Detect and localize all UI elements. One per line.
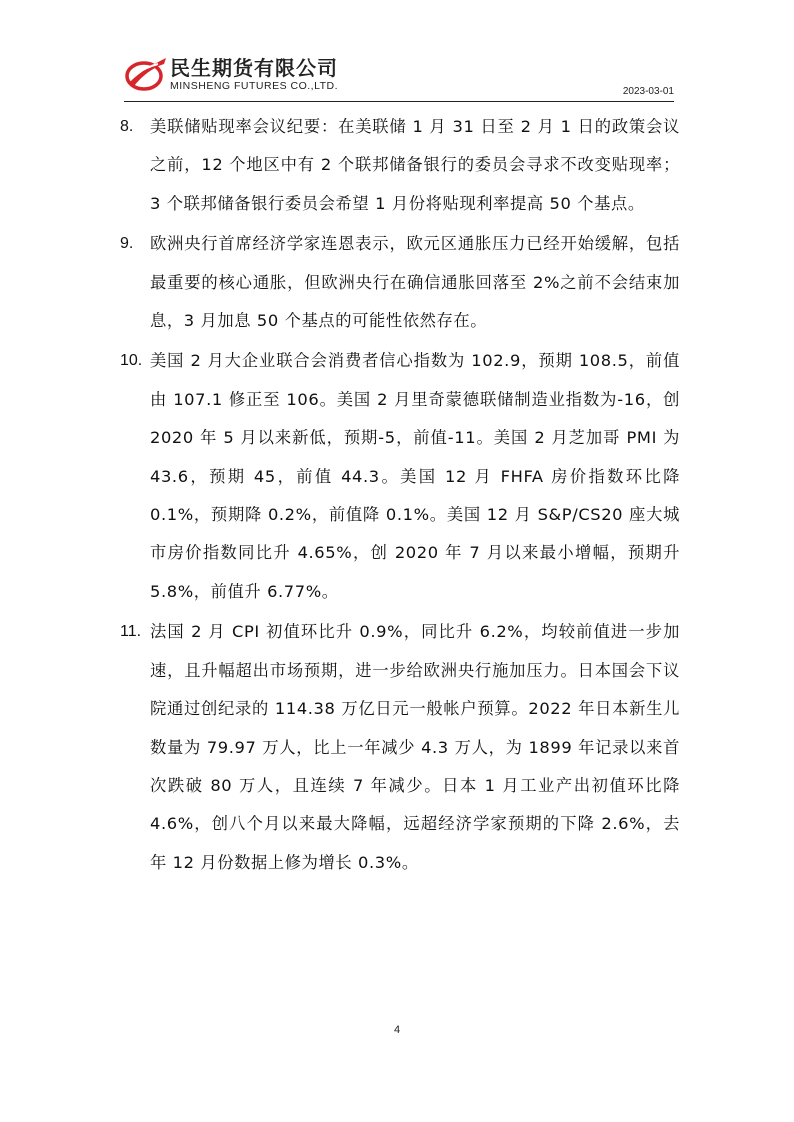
page-header xyxy=(124,50,674,102)
item-number: 8. xyxy=(120,118,134,135)
news-item-10 xyxy=(120,342,680,611)
item-text: 美国 2 月大企业联合会消费者信心指数为 102.9，预期 108.5，前值由 107.1 修正至 106。美国 2 月里奇蒙德联储制造业指数为-16，创 2020 年 5 月以来新低，预期-5，前值-11。美国 2 月芝加哥 PMI 为 43.6，预期 45，前值 44.3。美国 12 月 FHFA 房价指数环比降 0.1%，预期降 0.2%，前值降 0.1%。美国 12 月 S&P/CS20 座大城市房价指数同比升 4.65%，创 2020 年 7 月以来最小增幅，预期升 5.8%，前值升 6.77%。 xyxy=(150,351,680,601)
company-name-cn: 民生期货有限公司 xyxy=(170,56,338,80)
news-item-8 xyxy=(120,108,680,223)
item-text: 法国 2 月 CPI 初值环比升 0.9%，同比升 6.2%，均较前值进一步加速，且升幅超出市场预期，进一步给欧洲央行施加压力。日本国会下议院通过创纪录的 114.38 万亿日元一般帐户预算。2022 年日本新生儿数量为 79.97 万人，比上一年减少 4.3 万人，为 1899 年记录以来首次跌破 80 万人，且连续 7 年减少。日本 1 月工业产出初值环比降 4.6%，创八个月以来最大降幅，远超经济学家预期的下降 2.6%，去年 12 月份数据上修为增长 0.3%。 xyxy=(150,622,680,872)
minsheng-logo-icon xyxy=(124,52,168,96)
header-divider xyxy=(124,101,674,102)
news-list xyxy=(120,108,680,884)
item-text: 欧洲央行首席经济学家连恩表示，欧元区通胀压力已经开始缓解，包括最重要的核心通胀，但欧洲央行在确信通胀回落至 2%之前不会结束加息，3 月加息 50 个基点的可能性依然存在。 xyxy=(150,234,680,331)
item-number: 9. xyxy=(120,235,134,253)
news-item-9 xyxy=(120,225,680,340)
item-number: 11. xyxy=(120,623,142,641)
item-number: 10. xyxy=(120,352,143,370)
news-item-11 xyxy=(120,613,680,882)
report-date: 2023-03-01 xyxy=(622,86,674,97)
item-text: 美联储贴现率会议纪要：在美联储 1 月 31 日至 2 月 1 日的政策会议之前，12 个地区中有 2 个联邦储备银行的委员会寻求不改变贴现率；3 个联邦储备银行委员会希望 1 月份将贴现利率提高 50 个基点。 xyxy=(150,117,680,213)
page-number: 4 xyxy=(393,1024,401,1036)
company-name-en: MINSHENG FUTURES CO.,LTD. xyxy=(170,80,339,92)
